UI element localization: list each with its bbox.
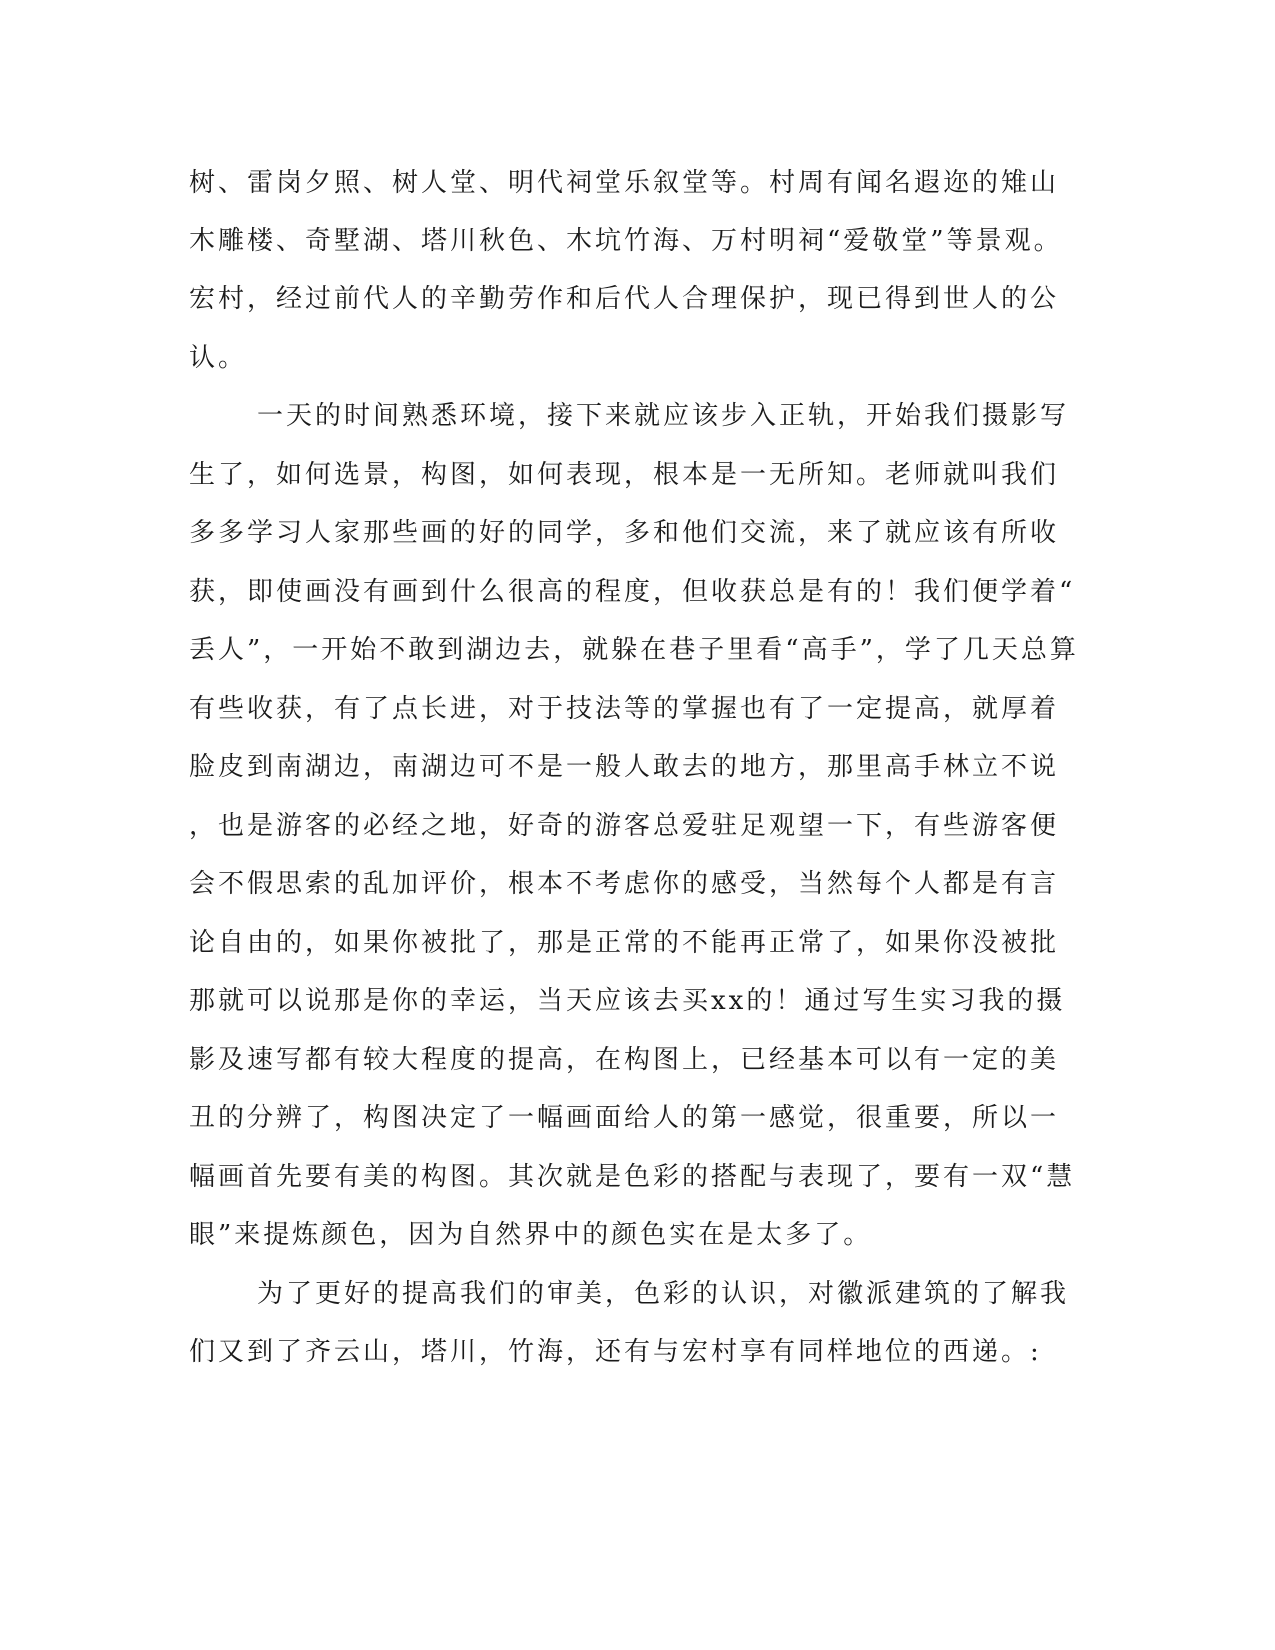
text-line: 宏村，经过前代人的辛勤劳作和后代人合理保护，现已得到世人的公 bbox=[189, 284, 1060, 314]
text-line: 多多学习人家那些画的好的同学，多和他们交流，来了就应该有所收 bbox=[189, 518, 1060, 548]
text-line: 认。 bbox=[189, 343, 248, 373]
text-line: ，也是游客的必经之地，好奇的游客总爱驻足观望一下，有些游客便 bbox=[189, 811, 1060, 841]
text-line: 影及速写都有较大程度的提高，在构图上，已经基本可以有一定的美 bbox=[189, 1045, 1060, 1075]
text-line: 获，即使画没有画到什么很高的程度，但收获总是有的！我们便学着“ bbox=[189, 577, 1076, 607]
text-line: 们又到了齐云山，塔川，竹海，还有与宏村享有同样地位的西递。: bbox=[189, 1337, 1042, 1367]
text-line: 会不假思索的乱加评价，根本不考虑你的感受，当然每个人都是有言 bbox=[189, 869, 1060, 899]
text-line: 幅画首先要有美的构图。其次就是色彩的搭配与表现了，要有一双“慧 bbox=[189, 1162, 1076, 1192]
text-line: 树、雷岗夕照、树人堂、明代祠堂乐叙堂等。村周有闻名遐迩的雉山 bbox=[189, 168, 1060, 198]
text-line: 木雕楼、奇墅湖、塔川秋色、木坑竹海、万村明祠“爱敬堂”等景观。 bbox=[189, 226, 1063, 256]
text-line: 丢人”，一开始不敢到湖边去，就躲在巷子里看“高手”，学了几天总算 bbox=[189, 635, 1079, 665]
paragraph-first-line: 一天的时间熟悉环境，接下来就应该步入正轨，开始我们摄影写 bbox=[257, 401, 1070, 431]
text-line: 生了，如何选景，构图，如何表现，根本是一无所知。老师就叫我们 bbox=[189, 460, 1060, 490]
text-line: 脸皮到南湖边，南湖边可不是一般人敢去的地方，那里高手林立不说 bbox=[189, 752, 1060, 782]
text-line: 有些收获，有了点长进，对于技法等的掌握也有了一定提高，就厚着 bbox=[189, 694, 1060, 724]
text-line: 丑的分辨了，构图决定了一幅画面给人的第一感觉，很重要，所以一 bbox=[189, 1103, 1060, 1133]
text-line: 眼”来提炼颜色，因为自然界中的颜色实在是太多了。 bbox=[189, 1220, 873, 1250]
paragraph-first-line: 为了更好的提高我们的审美，色彩的认识，对徽派建筑的了解我 bbox=[257, 1279, 1070, 1309]
text-line: 论自由的，如果你被批了，那是正常的不能再正常了，如果你没被批 bbox=[189, 928, 1060, 958]
text-line: 那就可以说那是你的幸运，当天应该去买xx的！通过写生实习我的摄 bbox=[189, 986, 1066, 1016]
